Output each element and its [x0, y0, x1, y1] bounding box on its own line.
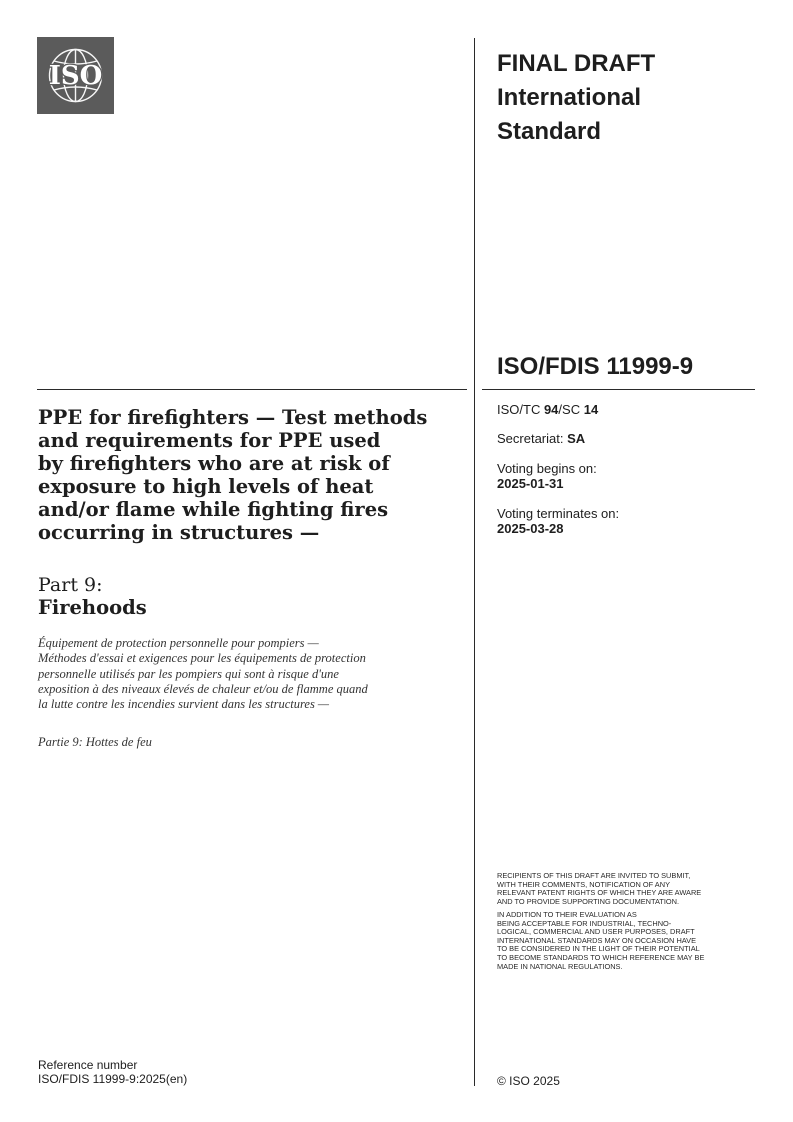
notice-line: RECIPIENTS OF THIS DRAFT ARE INVITED TO SUBMIT, [497, 871, 691, 880]
notice-line: TO BE CONSIDERED IN THE LIGHT OF THEIR POTENTIAL [497, 944, 700, 954]
voting-terminates [497, 506, 619, 536]
doc-type-line: Standard [497, 118, 602, 145]
doc-type-line: International [497, 84, 642, 111]
voting-begins-date: 2025-01-31 [497, 476, 564, 491]
main-title-line: PPE for firefighters — Test methods [38, 406, 428, 429]
french-title-line: la lutte contre les incendies survient dans les structures — [38, 697, 330, 712]
notice-line: TO BECOME STANDARDS TO WHICH REFERENCE MAY BE [497, 952, 705, 962]
horizontal-divider-left [37, 389, 467, 390]
reference-value: ISO/FDIS 11999-9:2025(en) [38, 1071, 188, 1086]
vertical-divider [474, 38, 475, 1086]
main-title-line: occurring in structures — [38, 521, 320, 544]
doc-type-line: FINAL DRAFT [497, 50, 656, 77]
notice-line: WITH THEIR COMMENTS, NOTIFICATION OF ANY [497, 879, 670, 889]
french-title-line: personnelle utilisés par les pompiers qui sont à risque d'une [38, 666, 339, 681]
secretariat-label: Secretariat: [497, 431, 568, 446]
technical-committee [497, 402, 598, 417]
sc-number: 14 [583, 402, 599, 417]
main-title-line: exposure to high levels of heat [38, 475, 374, 498]
french-part-title: Partie 9: Hottes de feu [38, 735, 152, 749]
voting-begins-label: Voting begins on: [497, 461, 597, 476]
notice-line: LOGICAL, COMMERCIAL AND USER PURPOSES, DRAFT [497, 927, 695, 937]
secretariat [497, 431, 585, 446]
document-type [497, 47, 757, 149]
reference-number [38, 1059, 187, 1086]
part-label: Part 9: [38, 574, 103, 596]
notice-line: INTERNATIONAL STANDARDS MAY ON OCCASION HAVE [497, 935, 697, 945]
sc-prefix: /SC [558, 402, 584, 417]
reference-label: Reference number [38, 1058, 138, 1072]
patent-notice [497, 872, 757, 906]
iso-logo [37, 37, 114, 114]
globe-icon [37, 37, 114, 114]
main-title-line: by firefighters who are at risk of [38, 452, 390, 475]
notice-line: AND TO PROVIDE SUPPORTING DOCUMENTATION. [497, 896, 680, 906]
copyright: © ISO 2025 [497, 1074, 560, 1088]
voting-terminates-label: Voting terminates on: [497, 506, 620, 521]
document-number: ISO/FDIS 11999-9 [497, 353, 694, 380]
tc-prefix: ISO/TC [497, 402, 544, 417]
notice-line: BEING ACCEPTABLE FOR INDUSTRIAL, TECHNO- [497, 918, 672, 928]
main-title-line: and/or flame while fighting fires [38, 498, 389, 521]
tc-number: 94 [543, 402, 559, 417]
notice-line: IN ADDITION TO THEIR EVALUATION AS [497, 910, 637, 919]
french-title-line: Méthodes d'essai et exigences pour les équipements de protection [38, 651, 366, 666]
voting-terminates-date: 2025-03-28 [497, 521, 564, 536]
notice-line: MADE IN NATIONAL REGULATIONS. [497, 961, 623, 971]
notice-line: RELEVANT PATENT RIGHTS OF WHICH THEY ARE AWARE [497, 888, 702, 898]
horizontal-divider-right [482, 389, 755, 390]
french-title-line: Équipement de protection personnelle pour pompiers — [38, 636, 319, 650]
logo-text: ISO [48, 61, 103, 91]
voting-begins [497, 461, 597, 491]
part-title: Firehoods [38, 596, 147, 619]
french-title-line: exposition à des niveaux élevés de chaleur et/ou de flamme quand [38, 681, 368, 696]
main-title [38, 406, 458, 544]
main-title-line: and requirements for PPE used [38, 429, 381, 452]
evaluation-notice [497, 911, 757, 971]
french-title [38, 636, 458, 712]
secretariat-value: SA [567, 431, 586, 446]
